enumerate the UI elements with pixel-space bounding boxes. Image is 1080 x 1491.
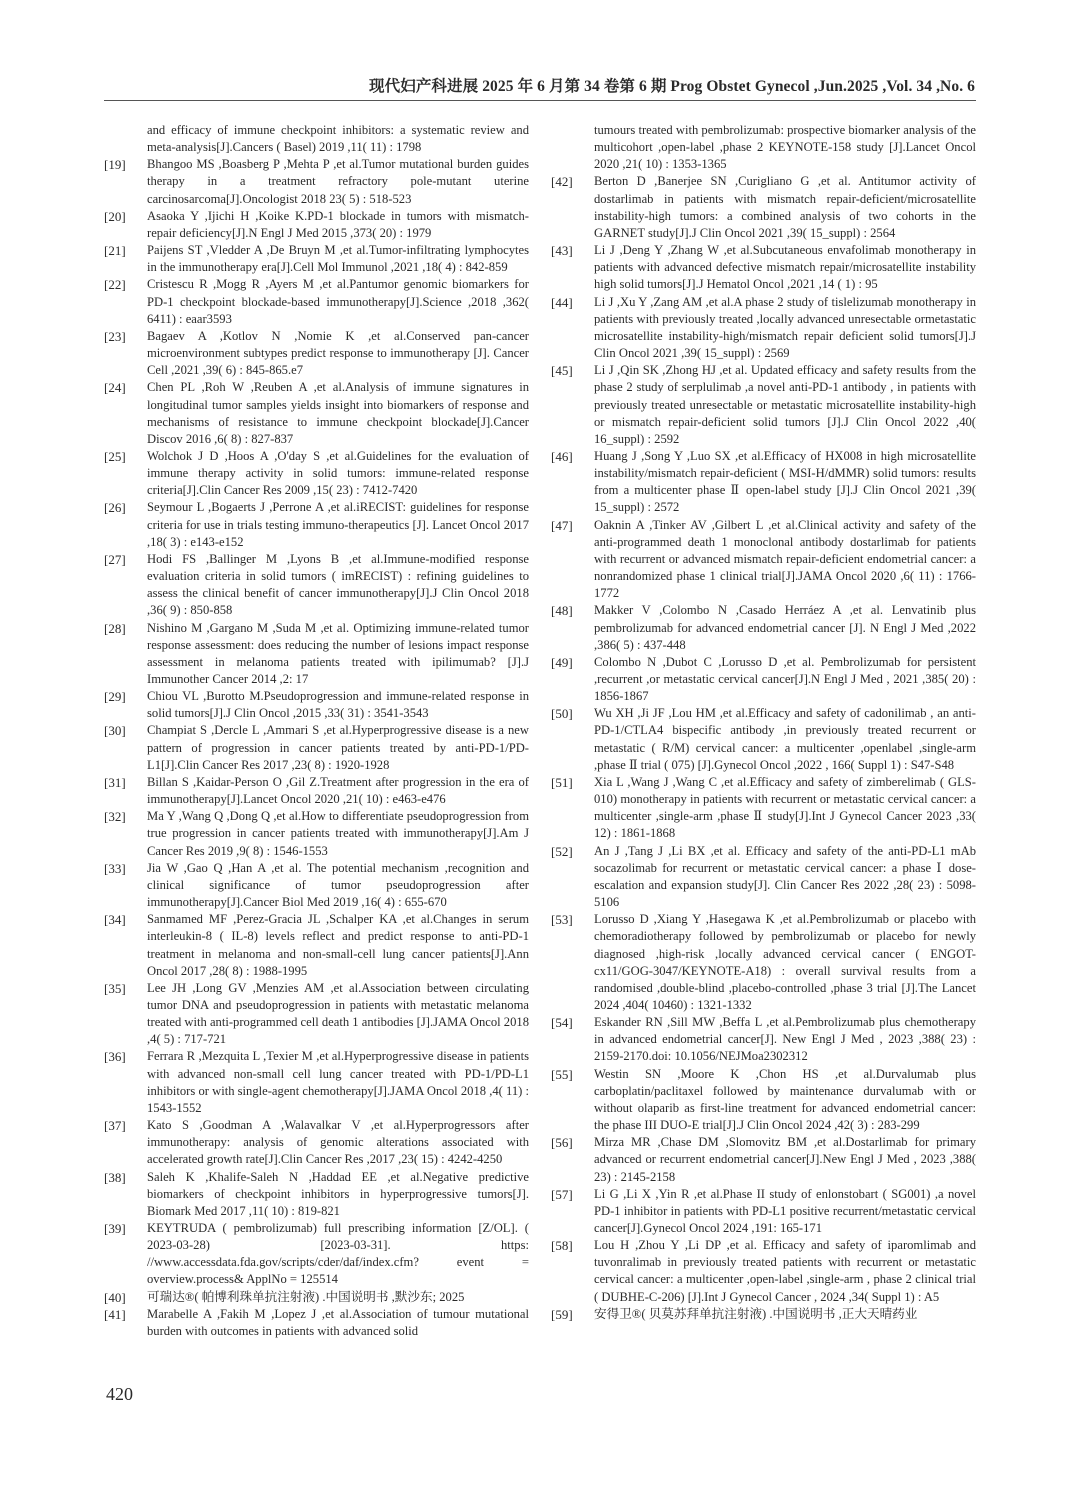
- reference-item: [551, 774, 976, 843]
- reference-item: [551, 705, 976, 774]
- reference-item: [551, 843, 976, 912]
- reference-text: KEYTRUDA ( pembrolizumab) full prescribing information [Z/OL]. ( 2023-03-28) [2023-03-31]. https: //www.accessdata.fda.gov/scripts/cder/daf/index.cfm? event = overview.process& ApplNo = 125514: [147, 1221, 529, 1287]
- reference-item: [104, 379, 529, 448]
- reference-number: [50]: [551, 706, 573, 722]
- reference-number: [31]: [104, 774, 126, 790]
- reference-number: [39]: [104, 1221, 126, 1236]
- reference-text: Lou H ,Zhou Y ,Li DP ,et al. Efficacy and safety of iparomlimab and tuvonralimab in previously treated patients with recurrent or metastatic cervical cancer: a multicenter ,open-label ,single-arm , phase 2 clinical trial ( DUBHE-C-206) [J].Int J Gynecol Cancer , 2024 ,34( Suppl 1) : A5: [594, 1238, 976, 1304]
- reference-number: [54]: [551, 1015, 573, 1031]
- header-rule: [104, 100, 976, 101]
- reference-text: Paijens ST ,Vledder A ,De Bruyn M ,et al.Tumor-infiltrating lymphocytes in the immunotherapy era[J].Cell Mol Immunol ,2021 ,18( 4) : 842-859: [147, 243, 529, 275]
- reference-item: [551, 1066, 976, 1135]
- reference-text: Saleh K ,Khalife-Saleh N ,Haddad EE ,et al.Negative predictive biomarkers of checkpoint inhibitors in hyperprogressive tumors[J]. Biomark Med 2017 ,11( 10) : 819-821: [147, 1169, 529, 1218]
- reference-text: Marabelle A ,Fakih M ,Lopez J ,et al.Association of tumour mutational burden with outcomes in patients with advanced solid: [147, 1306, 529, 1338]
- reference-text: Seymour L ,Bogaerts J ,Perrone A ,et al.iRECIST: guidelines for response criteria for use in trials testing immuno-therapeutics [J]. Lancet Oncol 2017 ,18( 3) : e143-e152: [147, 500, 529, 549]
- reference-text: 安得卫®( 贝莫苏拜单抗注射液) .中国说明书 ,正大天晴药业: [594, 1306, 918, 1321]
- reference-number: [32]: [104, 809, 126, 825]
- reference-text: Huang J ,Song Y ,Luo SX ,et al.Efficacy of HX008 in high microsatellite instability/mismatch repair-deficient ( MSI-H/dMMR) solid tumors: results from a multicenter phase Ⅱ open-label study [J].J Clin Oncol 2021 ,39( 15_suppl) : 2572: [594, 448, 976, 515]
- reference-item: [551, 173, 976, 242]
- reference-number: [47]: [551, 517, 573, 533]
- reference-text: Li J ,Deng Y ,Zhang W ,et al.Subcutaneous envafolimab monotherapy in patients with advanced defective mismatch repair/microsatellite instability high solid tumors[J].J Hematol Oncol ,2021 ,14 ( 1) : 95: [594, 243, 976, 292]
- reference-item: [104, 328, 529, 379]
- reference-text: Colombo N ,Dubot C ,Lorusso D ,et al. Pembrolizumab for persistent ,recurrent ,or metastatic cervical cancer[J].N Engl J Med , 2021 ,385( 20) : 1856-1867: [594, 654, 976, 704]
- running-head: 现代妇产科进展 2025 年 6 月第 34 卷第 6 期 Prog Obstet Gynecol ,Jun.2025 ,Vol. 34 ,No. 6: [369, 78, 975, 95]
- reference-item: [104, 1169, 529, 1220]
- reference-column-right: [551, 122, 976, 1323]
- reference-text: Kato S ,Goodman A ,Walavalkar V ,et al.Hyperprogressors after immunotherapy: analysis of genomic alterations associated with accelerated growth rate[J].Clin Cancer Res ,2017 ,23( 15) : 4242-4250: [147, 1118, 529, 1167]
- reference-item: [104, 688, 529, 722]
- reference-item: [104, 1048, 529, 1117]
- reference-item: [551, 1237, 976, 1306]
- reference-number: [53]: [551, 912, 573, 928]
- reference-continuation: [104, 122, 529, 156]
- reference-text: Asaoka Y ,Ijichi H ,Koike K.PD-1 blockade in tumors with mismatch-repair deficiency[J].N Engl J Med 2015 ,373( 20) : 1979: [147, 208, 529, 240]
- reference-text: Chen PL ,Roh W ,Reuben A ,et al.Analysis of immune signatures in longitudinal tumor samples yields insight into biomarkers of response and mechanisms of resistance to immune checkpoint blockade[J].Cancer Discov 2016 ,6( 8) : 827-837: [147, 380, 529, 446]
- reference-number: [56]: [551, 1135, 573, 1151]
- reference-column-left: [104, 122, 529, 1340]
- reference-item: [104, 499, 529, 550]
- reference-number: [45]: [551, 363, 573, 379]
- reference-text: Jia W ,Gao Q ,Han A ,et al. The potential mechanism ,recognition and clinical significance of tumor pseudoprogression after immunotherapy[J].Cancer Biol Med 2019 ,16( 4) : 655-670: [147, 860, 529, 910]
- reference-text: Makker V ,Colombo N ,Casado Herráez A ,et al. Lenvatinib plus pembrolizumab for advanced endometrial cancer [J]. N Engl J Med ,2022 ,386( 5) : 437-448: [594, 603, 976, 652]
- reference-item: [551, 294, 976, 363]
- reference-number: [20]: [104, 208, 126, 224]
- reference-number: [55]: [551, 1066, 573, 1082]
- reference-item: [551, 517, 976, 603]
- reference-text: Ma Y ,Wang Q ,Dong Q ,et al.How to differentiate pseudoprogression from true progression in cancer patients treated with immunotherapy[J].Am J Cancer Res 2019 ,9( 8) : 1546-1553: [147, 809, 529, 858]
- reference-number: [25]: [104, 448, 126, 464]
- reference-text: Bagaev A ,Kotlov N ,Nomie K ,et al.Conserved pan-cancer microenvironment subtypes predict response to immunotherapy [J]. Cancer Cell ,2021 ,39( 6) : 845-865.e7: [147, 328, 529, 378]
- reference-item: [551, 242, 976, 293]
- reference-item: [104, 448, 529, 499]
- reference-item: [551, 362, 976, 448]
- reference-item: [551, 1134, 976, 1185]
- reference-item: [104, 551, 529, 620]
- reference-text: Sanmamed MF ,Perez-Gracia JL ,Schalper KA ,et al.Changes in serum interleukin-8 ( IL-8) levels reflect and predict response to anti-PD-1 treatment in melanoma and non-small-cell lung cancer patients[J].Ann Oncol 2017 ,28( 8) : 1988-1995: [147, 912, 529, 978]
- reference-text: Mirza MR ,Chase DM ,Slomovitz BM ,et al.Dostarlimab for primary advanced or recurrent endometrial cancer[J].New Engl J Med , 2023 ,388( 23) : 2145-2158: [594, 1135, 976, 1184]
- reference-number: [46]: [551, 448, 573, 464]
- reference-text: Wu XH ,Ji JF ,Lou HM ,et al.Efficacy and safety of cadonilimab , an anti-PD-1/CTLA4 bispecific antibody ,in previously treated recurrent or metastatic ( R/M) cervical cancer: a multicenter ,openlabel ,single-arm ,phase Ⅱ trial ( 075) [J].Gynecol Oncol ,2022 , 166( Suppl 1) : S47-S48: [594, 706, 976, 772]
- reference-text: Ferrara R ,Mezquita L ,Texier M ,et al.Hyperprogressive disease in patients with advanced non-small cell lung cancer treated with PD-1/PD-L1 inhibitors or with single-agent chemotherapy[J].JAMA Oncol 2018 ,4( 11) : 1543-1552: [147, 1049, 529, 1115]
- reference-item: [551, 654, 976, 705]
- reference-number: [42]: [551, 174, 573, 190]
- reference-item: [104, 156, 529, 207]
- reference-number: [40]: [104, 1289, 126, 1305]
- reference-number: [52]: [551, 843, 573, 859]
- reference-text: Wolchok J D ,Hoos A ,O'day S ,et al.Guidelines for the evaluation of immune therapy activity in solid tumors: immune-related response criteria[J].Clin Cancer Res 2009 ,15( 23) : 7412-7420: [147, 448, 529, 498]
- reference-number: [28]: [104, 620, 126, 636]
- reference-number: [58]: [551, 1238, 573, 1254]
- reference-item: [104, 1117, 529, 1168]
- reference-item: [551, 1306, 976, 1323]
- reference-item: [104, 774, 529, 808]
- reference-item: [104, 620, 529, 689]
- reference-text: Li G ,Li X ,Yin R ,et al.Phase II study of enlonstobart ( SG001) ,a novel PD-1 inhibitor in patients with PD-L1 positive recurrent/metastatic cervical cancer[J].Gynecol Oncol 2024 ,191: 165-171: [594, 1186, 976, 1235]
- reference-number: [36]: [104, 1049, 126, 1065]
- reference-number: [48]: [551, 603, 573, 619]
- reference-number: [59]: [551, 1306, 573, 1322]
- reference-item: [551, 1186, 976, 1237]
- reference-item: [104, 1306, 529, 1340]
- reference-number: [35]: [104, 980, 126, 996]
- reference-number: [19]: [104, 157, 126, 173]
- reference-number: [26]: [104, 500, 126, 516]
- reference-item: [551, 448, 976, 517]
- reference-text: Li J ,Qin SK ,Zhong HJ ,et al. Updated efficacy and safety results from the phase 2 study of serplulimab ,a novel anti-PD-1 antibody , in patients with previously treated unresectable or metastatic microsatellite instability-high or mismatch repair-deficient solid tumors [J].J Clin Oncol 2022 ,40( 16_suppl) : 2592: [594, 363, 976, 446]
- reference-text: tumours treated with pembrolizumab: prospective biomarker analysis of the multicohort ,open-label ,phase 2 KEYNOTE-158 study [J].Lancet Oncol 2020 ,21( 10) : 1353-1365: [594, 123, 976, 172]
- reference-item: [104, 1220, 529, 1289]
- reference-item: [104, 208, 529, 242]
- reference-item: [104, 276, 529, 327]
- reference-item: [104, 1289, 529, 1306]
- reference-item: [104, 911, 529, 980]
- page-number: 420: [106, 1384, 133, 1404]
- reference-text: Nishino M ,Gargano M ,Suda M ,et al. Optimizing immune-related tumor response assessment: does reducing the number of lesions impact response assessment in melanoma patients treated with ipilimumab? [J].J Immunother Cancer 2014 ,2: 17: [147, 620, 529, 686]
- reference-number: [51]: [551, 774, 573, 790]
- reference-number: [33]: [104, 860, 126, 876]
- reference-item: [104, 980, 529, 1049]
- reference-number: [29]: [104, 689, 126, 705]
- reference-number: [38]: [104, 1169, 126, 1185]
- reference-text: Chiou VL ,Burotto M.Pseudoprogression and immune-related response in solid tumors[J].J Clin Oncol ,2015 ,33( 31) : 3541-3543: [147, 689, 529, 721]
- reference-text: Xia L ,Wang J ,Wang C ,et al.Efficacy and safety of zimberelimab ( GLS-010) monotherapy in patients with recurrent or metastatic cervical cancer: a multicenter ,single-arm ,phase Ⅱ study[J].Int J Gynecol Cancer 2023 ,33( 12) : 1861-1868: [594, 774, 976, 841]
- reference-text: An J ,Tang J ,Li BX ,et al. Efficacy and safety of the anti-PD-L1 mAb socazolimab for recurrent or metastatic cervical cancer: a phase Ⅰ dose-escalation and expansion study[J]. Clin Cancer Res 2022 ,28( 23) : 5098-5106: [594, 843, 976, 910]
- reference-item: [551, 1014, 976, 1065]
- reference-number: [24]: [104, 380, 126, 396]
- reference-text: Westin SN ,Moore K ,Chon HS ,et al.Durvalumab plus carboplatin/paclitaxel followed by maintenance durvalumab with or without olaparib as first-line treatment for advanced endometrial cancer: the phase III DUO-E trial[J].J Clin Oncol 2024 ,42( 3) : 283-299: [594, 1066, 976, 1133]
- reference-number: [37]: [104, 1118, 126, 1134]
- reference-text: Li J ,Xu Y ,Zang AM ,et al.A phase 2 study of tislelizumab monotherapy in patients with previously treated ,locally advanced unresectable ormetastatic microsatellite instability-high/mismatch repair deficient solid tumors[J].J Clin Oncol 2021 ,39( 15_suppl) : 2569: [594, 294, 976, 361]
- reference-text: Cristescu R ,Mogg R ,Ayers M ,et al.Pantumor genomic biomarkers for PD-1 checkpoint blockade-based immunotherapy[J].Science ,2018 ,362( 6411) : eaar3593: [147, 277, 529, 326]
- reference-item: [104, 808, 529, 859]
- reference-text: Lorusso D ,Xiang Y ,Hasegawa K ,et al.Pembrolizumab or placebo with chemoradiotherapy followed by pembrolizumab or placebo for newly diagnosed ,high-risk ,locally advanced cervical cancer ( ENGOT-cx11/GOG-3047/KEYNOTE-A18) : overall survival results from a randomised ,double-blind ,placebo-controlled ,phase 3 trial [J].The Lancet 2024 ,404( 10460) : 1321-1332: [594, 912, 976, 1012]
- reference-text: and efficacy of immune checkpoint inhibitors: a systematic review and meta-analysis[J].Cancers ( Basel) 2019 ,11( 11) : 1798: [147, 123, 529, 155]
- reference-item: [104, 722, 529, 773]
- reference-text: Berton D ,Banerjee SN ,Curigliano G ,et al. Antitumor activity of dostarlimab in patients with mismatch repair-deficient/microsatellite instability-high tumors: a combined analysis of two cohorts in the GARNET study[J].J Clin Oncol 2021 ,39( 15_suppl) : 2564: [594, 174, 976, 240]
- reference-number: [41]: [104, 1306, 126, 1322]
- reference-number: [27]: [104, 551, 126, 567]
- reference-number: [23]: [104, 328, 126, 344]
- reference-text: Hodi FS ,Ballinger M ,Lyons B ,et al.Immune-modified response evaluation criteria in solid tumors ( imRECIST) : refining guidelines to assess the clinical benefit of cancer immunotherapy[J].J Clin Oncol 2018 ,36( 9) : 850-858: [147, 551, 529, 618]
- reference-number: [49]: [551, 654, 573, 670]
- reference-number: [43]: [551, 243, 573, 259]
- reference-continuation: [551, 122, 976, 173]
- reference-number: [44]: [551, 294, 573, 310]
- reference-item: [551, 911, 976, 1014]
- reference-text: Oaknin A ,Tinker AV ,Gilbert L ,et al.Clinical activity and safety of the anti-programmed death 1 monoclonal antibody dostarlimab for patients with recurrent or advanced mismatch repair-deficient endometrial cancer: a nonrandomized phase 1 clinical trial[J].JAMA Oncol 2020 ,6( 11) : 1766-1772: [594, 517, 976, 601]
- reference-text: 可瑞达®( 帕博利珠单抗注射液) .中国说明书 ,默沙东; 2025: [147, 1289, 465, 1304]
- reference-item: [551, 602, 976, 653]
- reference-text: Champiat S ,Dercle L ,Ammari S ,et al.Hyperprogressive disease is a new pattern of progression in cancer patients treated by anti-PD-1/PD-L1[J].Clin Cancer Res 2017 ,23( 8) : 1920-1928: [147, 723, 529, 772]
- reference-text: Lee JH ,Long GV ,Menzies AM ,et al.Association between circulating tumor DNA and pseudoprogression in patients with metastatic melanoma treated with anti-programmed cell death 1 antibodies [J].JAMA Oncol 2018 ,4( 5) : 717-721: [147, 980, 529, 1047]
- reference-number: [22]: [104, 277, 126, 293]
- reference-item: [104, 860, 529, 911]
- reference-number: [57]: [551, 1186, 573, 1202]
- reference-number: [34]: [104, 912, 126, 928]
- reference-item: [104, 242, 529, 276]
- reference-text: Eskander RN ,Sill MW ,Beffa L ,et al.Pembrolizumab plus chemotherapy in advanced endometrial cancer[J]. New Engl J Med , 2023 ,388( 23) : 2159-2170.doi: 10.1056/NEJMoa2302312: [594, 1015, 976, 1064]
- reference-number: [21]: [104, 243, 126, 259]
- reference-number: [30]: [104, 723, 126, 739]
- reference-text: Billan S ,Kaidar-Person O ,Gil Z.Treatment after progression in the era of immunotherapy[J].Lancet Oncol 2020 ,21( 10) : e463-e476: [147, 774, 529, 807]
- reference-text: Bhangoo MS ,Boasberg P ,Mehta P ,et al.Tumor mutational burden guides therapy in a treatment refractory pole-mutant uterine carcinosarcoma[J].Oncologist 2018 23( 5) : 518-523: [147, 157, 529, 206]
